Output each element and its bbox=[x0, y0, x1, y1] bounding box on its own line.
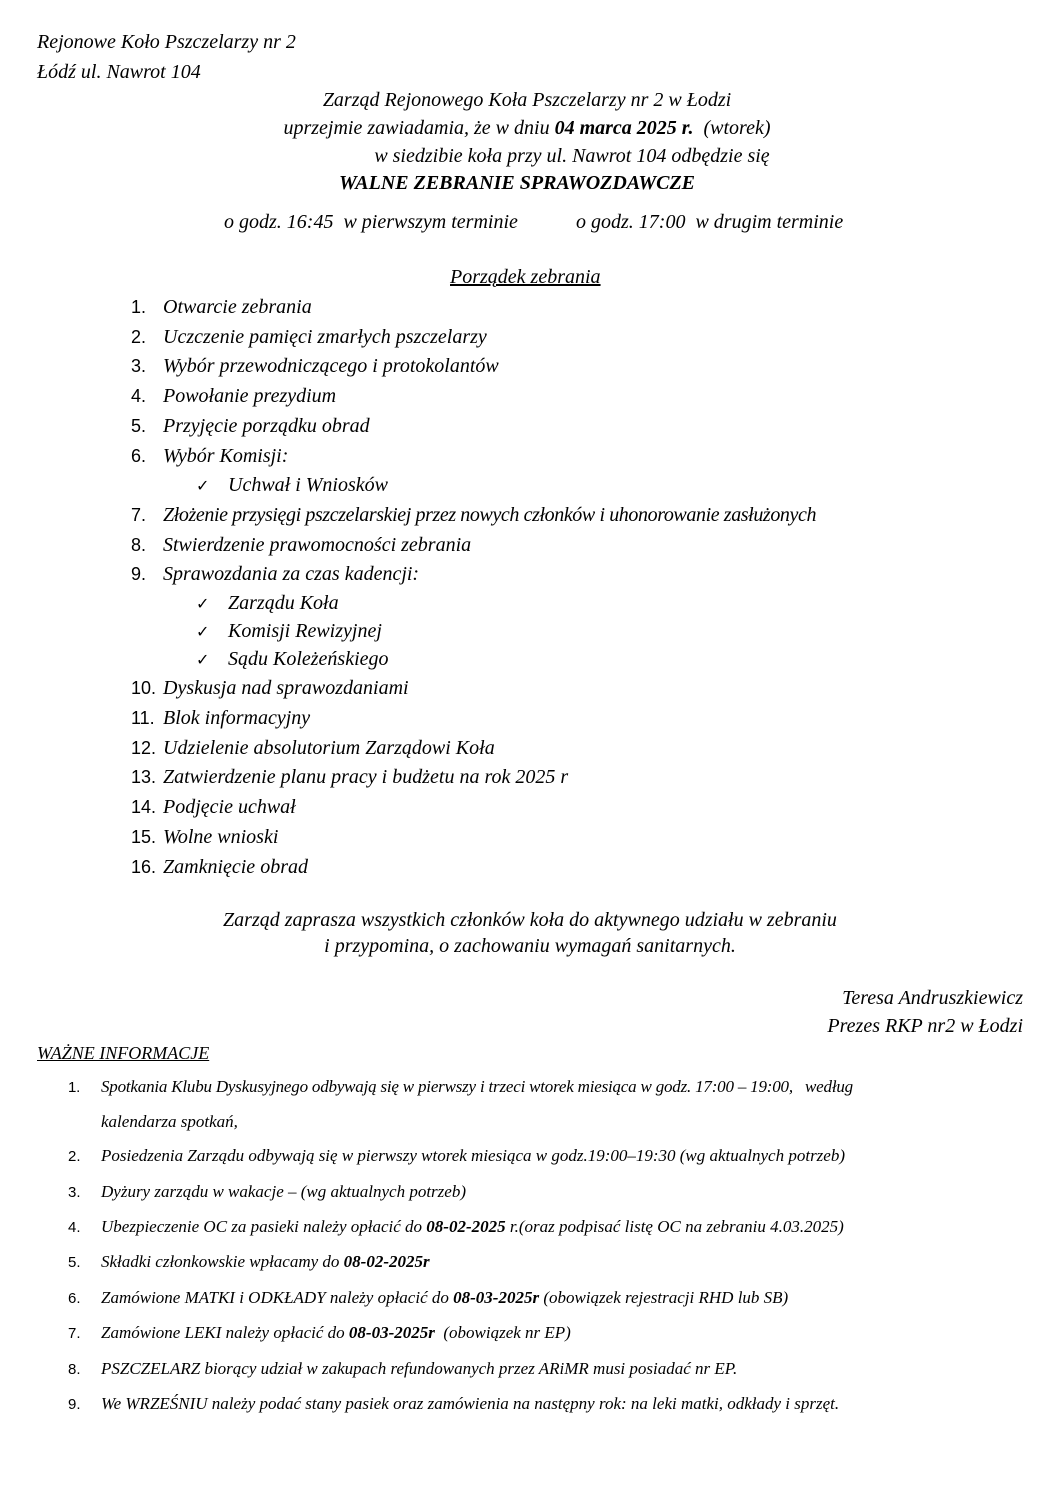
agenda-item bbox=[131, 292, 312, 322]
info-item-text: PSZCZELARZ biorący udział w zakupach refundowanych przez ARiMR musi posiadać nr EP. bbox=[101, 1359, 738, 1378]
info-item-continuation: kalendarza spotkań, bbox=[101, 1112, 238, 1131]
info-heading: WAŻNE INFORMACJE bbox=[37, 1043, 210, 1063]
agenda-item bbox=[131, 441, 288, 471]
check-icon: ✓ bbox=[196, 596, 210, 613]
agenda-item bbox=[131, 322, 487, 352]
info-item-text: We WRZEŚNIU należy podać stany pasiek oraz zamówienia na następny rok: na leki matki, odkłady i sprzęt. bbox=[101, 1394, 840, 1413]
agenda-item-text: Otwarcie zebrania bbox=[163, 296, 312, 318]
info-item-deadline: 08-02-2025r bbox=[343, 1252, 430, 1271]
agenda-item-number: 9. bbox=[131, 564, 147, 584]
check-icon: ✓ bbox=[196, 624, 210, 641]
notice-line-3: w siedzibie koła przy ul. Nawrot 104 odbędzie się bbox=[374, 145, 770, 167]
agenda-item-text: Uczczenie pamięci zmarłych pszczelarzy bbox=[163, 326, 487, 348]
closing-line-2: i przypomina, o zachowaniu wymagań sanitarnych. bbox=[324, 935, 736, 957]
agenda-item bbox=[131, 530, 471, 560]
agenda-item-text: Przyjęcie porządku obrad bbox=[163, 415, 370, 437]
agenda-item-number: 7. bbox=[131, 505, 147, 525]
time-second-term: o godz. 17:00 w drugim terminie bbox=[576, 211, 844, 233]
agenda-item-number: 14. bbox=[131, 797, 157, 817]
agenda-sub-item-text: Sądu Koleżeńskiego bbox=[228, 648, 389, 670]
agenda-item bbox=[131, 852, 308, 882]
agenda-item-number: 2. bbox=[131, 327, 147, 347]
org-name: Rejonowe Koło Pszczelarzy nr 2 bbox=[37, 31, 296, 53]
agenda-sub-item-text: Uchwał i Wniosków bbox=[228, 474, 388, 496]
info-item bbox=[68, 1217, 844, 1237]
agenda-item-text: Podjęcie uchwał bbox=[163, 796, 296, 818]
info-item-number: 6. bbox=[68, 1290, 81, 1307]
meeting-title: WALNE ZEBRANIE SPRAWOZDAWCZE bbox=[338, 172, 696, 194]
agenda-item-text: Blok informacyjny bbox=[163, 707, 311, 729]
info-item-number: 9. bbox=[68, 1396, 81, 1413]
info-item-number: 3. bbox=[68, 1184, 81, 1201]
org-address: Łódź ul. Nawrot 104 bbox=[37, 61, 201, 83]
info-item-number: 2. bbox=[68, 1148, 81, 1165]
agenda-item-text: Złożenie przysięgi pszczelarskiej przez nowych członków i uhonorowanie zasłużonych bbox=[163, 504, 817, 526]
agenda-item bbox=[131, 351, 499, 381]
info-item-deadline: 08-03-2025r bbox=[348, 1323, 435, 1342]
agenda-sub-item bbox=[196, 471, 388, 499]
info-item-number: 1. bbox=[68, 1079, 81, 1096]
notice-line-2-pre: uprzejmie zawiadamia, że w dniu bbox=[283, 117, 555, 139]
info-item-number: 4. bbox=[68, 1219, 81, 1236]
agenda-sub-item-text: Zarządu Koła bbox=[228, 592, 339, 614]
closing-line-1: Zarząd zaprasza wszystkich członków koła do aktywnego udziału w zebraniu bbox=[223, 909, 837, 931]
agenda-item-text: Udzielenie absolutorium Zarządowi Koła bbox=[163, 737, 495, 759]
info-item-text: Zamówione LEKI należy opłacić do bbox=[101, 1323, 349, 1342]
agenda-item-number: 1. bbox=[131, 297, 147, 317]
info-item-number: 7. bbox=[68, 1325, 81, 1342]
agenda-item bbox=[131, 381, 336, 411]
agenda-heading: Porządek zebrania bbox=[450, 266, 601, 288]
agenda-item bbox=[131, 822, 278, 852]
agenda-item-number: 15. bbox=[131, 827, 157, 847]
info-item bbox=[68, 1252, 430, 1272]
signature-name: Teresa Andruszkiewicz bbox=[842, 987, 1023, 1009]
agenda-item bbox=[131, 733, 495, 763]
agenda-item bbox=[131, 500, 816, 530]
info-item-text: Dyżury zarządu w wakacje – (wg aktualnych potrzeb) bbox=[101, 1182, 466, 1201]
agenda-item bbox=[131, 792, 296, 822]
info-item-text-post: (obowiązek rejestracji RHD lub SB) bbox=[539, 1288, 789, 1307]
meeting-date: 04 marca 2025 r. bbox=[554, 117, 694, 139]
agenda-item-text: Powołanie prezydium bbox=[163, 385, 337, 407]
check-icon: ✓ bbox=[196, 652, 210, 669]
agenda-item-text: Zamknięcie obrad bbox=[163, 856, 308, 878]
agenda-sub-item bbox=[196, 617, 382, 645]
agenda-item bbox=[131, 559, 419, 589]
info-item bbox=[68, 1323, 571, 1343]
info-item-text: Ubezpieczenie OC za pasieki należy opłacić do bbox=[101, 1217, 427, 1236]
info-item-text-post: (obowiązek nr EP) bbox=[434, 1323, 571, 1342]
info-item-deadline: 08-02-2025 bbox=[426, 1217, 506, 1236]
agenda-item-number: 8. bbox=[131, 535, 147, 555]
agenda-sub-item-text: Komisji Rewizyjnej bbox=[228, 620, 382, 642]
info-item bbox=[68, 1077, 853, 1097]
agenda-item-number: 11. bbox=[131, 708, 155, 728]
check-icon: ✓ bbox=[196, 478, 210, 495]
agenda-item-number: 13. bbox=[131, 767, 157, 787]
agenda-item-number: 12. bbox=[131, 738, 157, 758]
agenda-sub-item bbox=[196, 589, 339, 617]
info-item-text: Składki członkowskie wpłacamy do bbox=[101, 1252, 344, 1271]
notice-line-2-post: (wtorek) bbox=[693, 117, 771, 139]
agenda-item-text: Wolne wnioski bbox=[163, 826, 279, 848]
info-item-text-post: r.(oraz podpisać listę OC na zebraniu 4.03.2025) bbox=[505, 1217, 844, 1236]
agenda-item-text: Dyskusja nad sprawozdaniami bbox=[163, 677, 409, 699]
agenda-item-text: Sprawozdania za czas kadencji: bbox=[163, 563, 420, 585]
agenda-item-text: Stwierdzenie prawomocności zebrania bbox=[163, 534, 472, 556]
agenda-item-number: 6. bbox=[131, 446, 147, 466]
info-item bbox=[68, 1288, 788, 1308]
agenda-item-number: 3. bbox=[131, 356, 147, 376]
notice-line-1: Zarząd Rejonowego Koła Pszczelarzy nr 2 w Łodzi bbox=[322, 89, 732, 111]
agenda-item-text: Wybór przewodniczącego i protokolantów bbox=[163, 355, 499, 377]
info-item bbox=[68, 1146, 845, 1166]
notice-line-2 bbox=[0, 117, 1056, 140]
info-item-number: 8. bbox=[68, 1361, 81, 1378]
info-item-text: Spotkania Klubu Dyskusyjnego odbywają się w pierwszy i trzeci wtorek miesiąca w godz. 17:00 – 19:00, według bbox=[101, 1077, 853, 1096]
agenda-item-number: 10. bbox=[131, 678, 157, 698]
time-first-term: o godz. 16:45 w pierwszym terminie bbox=[224, 211, 518, 233]
agenda-item-number: 4. bbox=[131, 386, 147, 406]
info-item-text: Zamówione MATKI i ODKŁADY należy opłacić do bbox=[101, 1288, 454, 1307]
agenda-item bbox=[131, 762, 568, 792]
agenda-item bbox=[131, 411, 370, 441]
agenda-item-number: 16. bbox=[131, 857, 157, 877]
agenda-item-number: 5. bbox=[131, 416, 147, 436]
agenda-sub-item bbox=[196, 645, 389, 673]
signature-role: Prezes RKP nr2 w Łodzi bbox=[827, 1015, 1023, 1037]
info-item-deadline: 08-03-2025r bbox=[453, 1288, 540, 1307]
info-item-number: 5. bbox=[68, 1254, 81, 1271]
info-item-text: Posiedzenia Zarządu odbywają się w pierwszy wtorek miesiąca w godz.19:00–19:30 (wg aktualnych potrzeb) bbox=[101, 1146, 846, 1165]
info-item bbox=[68, 1359, 737, 1379]
info-item bbox=[68, 1394, 839, 1414]
agenda-item bbox=[131, 673, 409, 703]
agenda-item bbox=[131, 703, 310, 733]
agenda-item-text: Wybór Komisji: bbox=[163, 445, 289, 467]
agenda-item-text: Zatwierdzenie planu pracy i budżetu na rok 2025 r bbox=[163, 766, 569, 788]
info-item bbox=[68, 1182, 466, 1202]
